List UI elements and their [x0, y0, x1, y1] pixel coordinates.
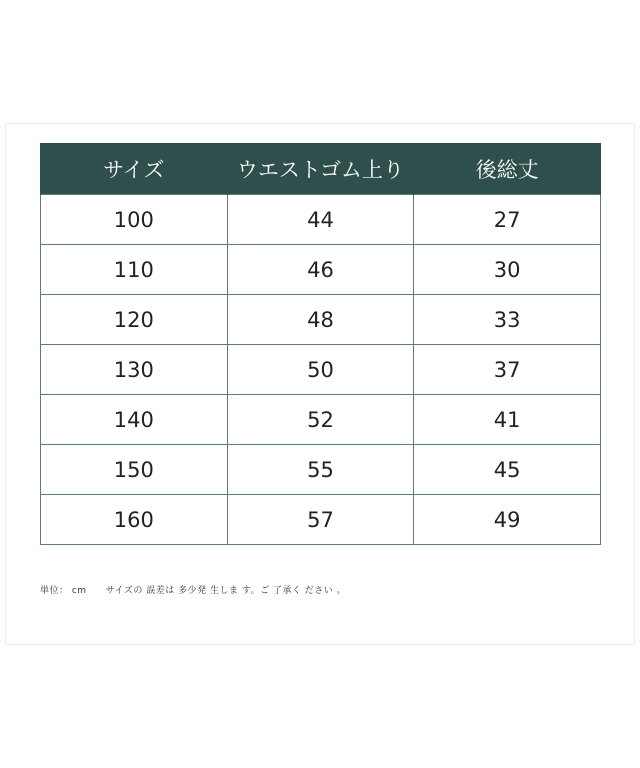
column-header-waist: ウエストゴム上り	[227, 143, 414, 195]
cell-size: 130	[41, 345, 228, 395]
size-table	[40, 143, 601, 545]
cell-waist: 52	[227, 395, 414, 445]
table-row	[41, 445, 601, 495]
table-row	[41, 345, 601, 395]
cell-waist: 46	[227, 245, 414, 295]
column-header-size: サイズ	[41, 143, 228, 195]
column-header-back-length: 後総丈	[414, 143, 601, 195]
table-row	[41, 245, 601, 295]
cell-size: 110	[41, 245, 228, 295]
table-header-row	[41, 143, 601, 195]
cell-size: 150	[41, 445, 228, 495]
cell-waist: 48	[227, 295, 414, 345]
cell-size: 100	[41, 195, 228, 245]
cell-size: 160	[41, 495, 228, 545]
cell-waist: 55	[227, 445, 414, 495]
cell-back-length: 37	[414, 345, 601, 395]
cell-waist: 50	[227, 345, 414, 395]
cell-waist: 44	[227, 195, 414, 245]
cell-back-length: 27	[414, 195, 601, 245]
cell-back-length: 30	[414, 245, 601, 295]
table-row	[41, 495, 601, 545]
cell-back-length: 45	[414, 445, 601, 495]
cell-back-length: 33	[414, 295, 601, 345]
table-row	[41, 395, 601, 445]
cell-back-length: 49	[414, 495, 601, 545]
table-row	[41, 295, 601, 345]
cell-size: 140	[41, 395, 228, 445]
cell-size: 120	[41, 295, 228, 345]
table-row	[41, 195, 601, 245]
measurement-note: 単位： cm サイズの 誤差は 多少発 生しま す。ご 了承く ださい 。	[40, 586, 347, 596]
cell-waist: 57	[227, 495, 414, 545]
cell-back-length: 41	[414, 395, 601, 445]
